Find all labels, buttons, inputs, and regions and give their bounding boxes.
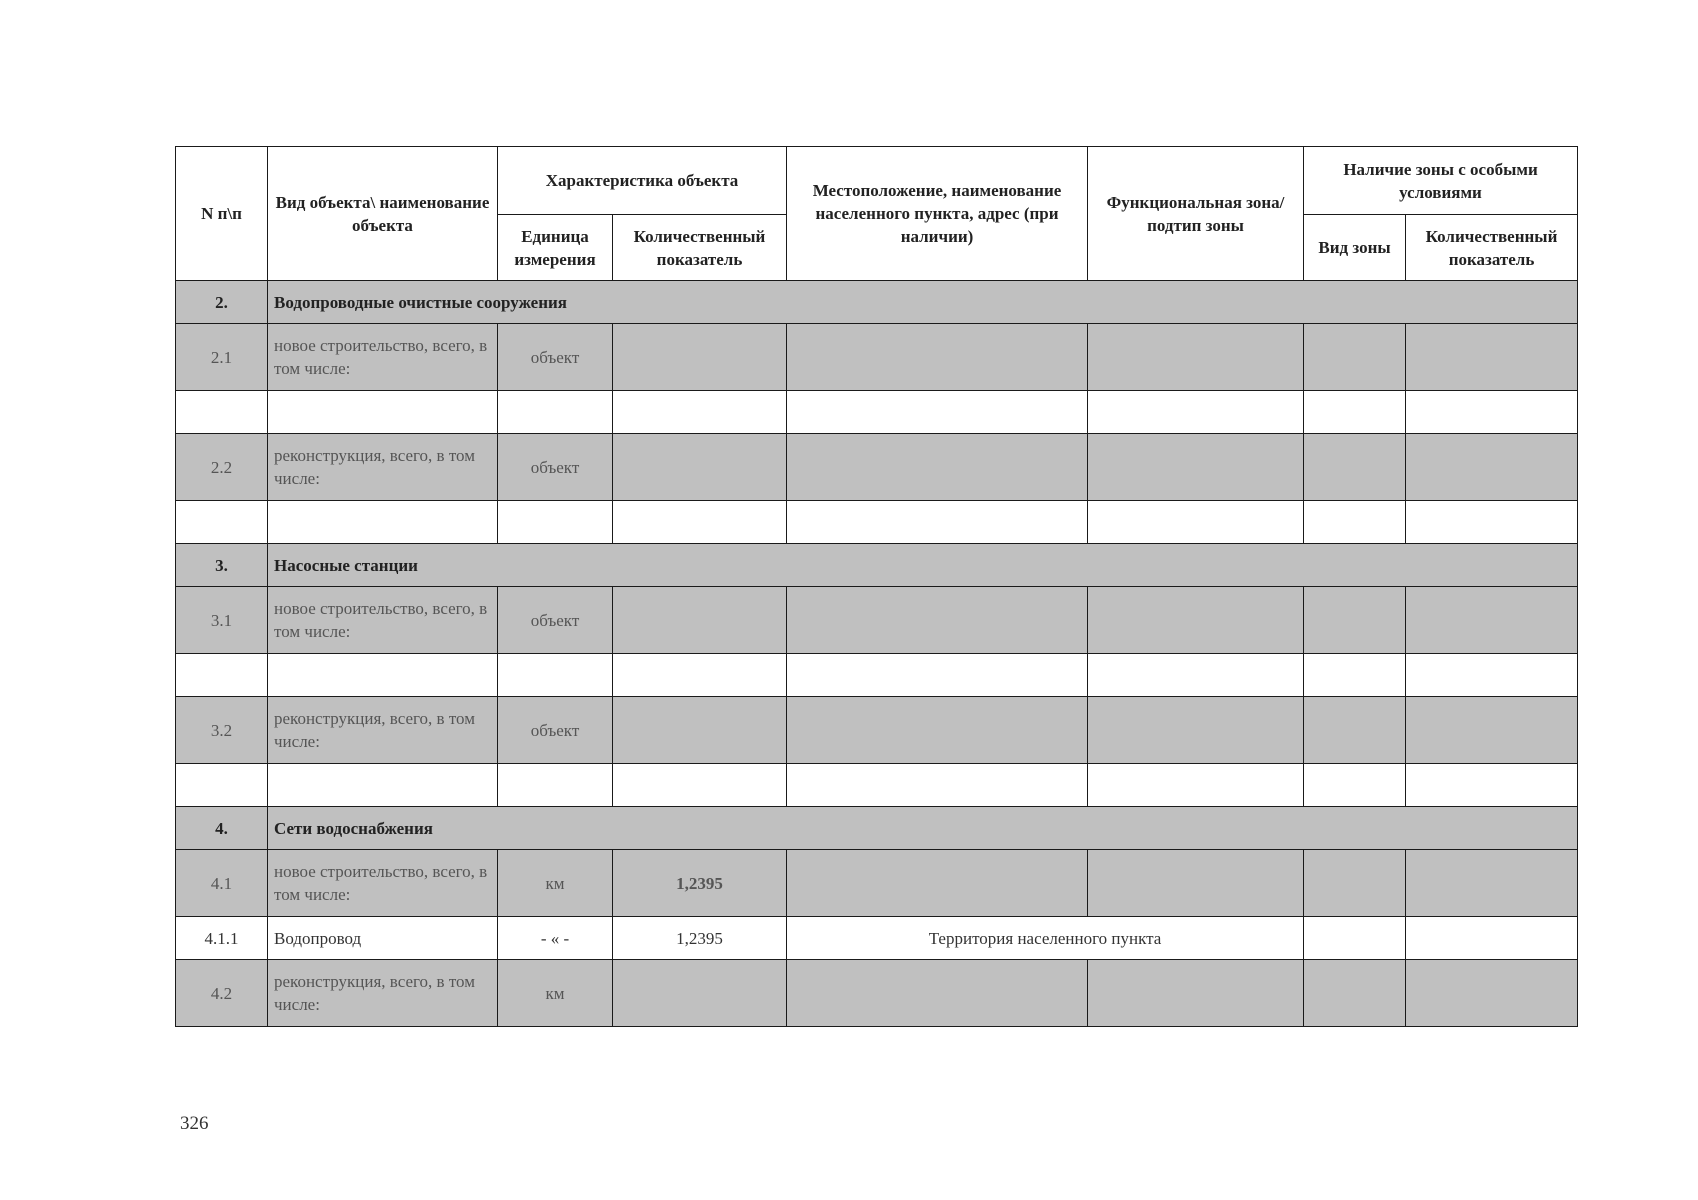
row-num: 2.1 — [176, 324, 268, 391]
row-location — [787, 434, 1088, 501]
table-row-empty — [176, 764, 1578, 807]
row-location — [787, 587, 1088, 654]
header-row-top — [176, 147, 1578, 215]
header-functional-zone: Функциональная зона/ подтип зоны — [1088, 147, 1304, 281]
table-row — [176, 587, 1578, 654]
table-row-empty — [176, 391, 1578, 434]
table-row-empty — [176, 654, 1578, 697]
row-location — [787, 324, 1088, 391]
section-num: 4. — [176, 807, 268, 850]
row-location — [787, 960, 1088, 1027]
row-qty: 1,2395 — [613, 850, 787, 917]
row-label: реконструкция, всего, в том числе: — [268, 697, 498, 764]
row-num: 2.2 — [176, 434, 268, 501]
row-num: 4.1.1 — [176, 917, 268, 960]
row-zone-kind — [1304, 850, 1406, 917]
row-label: новое строительство, всего, в том числе: — [268, 324, 498, 391]
row-zone — [1088, 960, 1304, 1027]
section-row — [176, 281, 1578, 324]
header-quantity: Количественный показатель — [613, 215, 787, 281]
row-qty — [613, 587, 787, 654]
row-qty — [613, 697, 787, 764]
row-zone-kind — [1304, 697, 1406, 764]
row-zone-kind — [1304, 587, 1406, 654]
section-row — [176, 544, 1578, 587]
row-zone-kind — [1304, 324, 1406, 391]
row-unit: объект — [498, 324, 613, 391]
row-num: 4.2 — [176, 960, 268, 1027]
page-number: 326 — [180, 1113, 209, 1134]
section-num: 2. — [176, 281, 268, 324]
row-zone-kind — [1304, 434, 1406, 501]
section-title: Насосные станции — [268, 544, 1578, 587]
row-num: 3.2 — [176, 697, 268, 764]
row-zone-qty — [1406, 917, 1578, 960]
row-unit: объект — [498, 697, 613, 764]
section-row — [176, 807, 1578, 850]
row-qty — [613, 434, 787, 501]
row-unit: км — [498, 960, 613, 1027]
row-num: 4.1 — [176, 850, 268, 917]
row-zone — [1088, 434, 1304, 501]
row-unit: объект — [498, 434, 613, 501]
header-unit: Единица измерения — [498, 215, 613, 281]
row-num: 3.1 — [176, 587, 268, 654]
row-zone-qty — [1406, 697, 1578, 764]
row-zone-qty — [1406, 960, 1578, 1027]
section-title: Сети водоснабжения — [268, 807, 1578, 850]
row-zone-qty — [1406, 850, 1578, 917]
row-location — [787, 697, 1088, 764]
header-zone-kind: Вид зоны — [1304, 215, 1406, 281]
row-zone — [1088, 697, 1304, 764]
row-label: Водопровод — [268, 917, 498, 960]
header-object-type: Вид объекта\ наименование объекта — [268, 147, 498, 281]
row-zone-kind — [1304, 917, 1406, 960]
row-qty — [613, 960, 787, 1027]
section-num: 3. — [176, 544, 268, 587]
row-label: новое строительство, всего, в том числе: — [268, 587, 498, 654]
section-title: Водопроводные очистные сооружения — [268, 281, 1578, 324]
header-num: N п\п — [176, 147, 268, 281]
row-zone-qty — [1406, 587, 1578, 654]
table-row — [176, 324, 1578, 391]
table-row — [176, 434, 1578, 501]
row-qty — [613, 324, 787, 391]
header-characteristics: Характеристика объекта — [498, 147, 787, 215]
row-label: реконструкция, всего, в том числе: — [268, 960, 498, 1027]
row-label: новое строительство, всего, в том числе: — [268, 850, 498, 917]
table-row-empty — [176, 501, 1578, 544]
table-row — [176, 960, 1578, 1027]
row-location — [787, 850, 1088, 917]
header-zone-quantity: Количественный показатель — [1406, 215, 1578, 281]
table-row — [176, 917, 1578, 960]
row-qty: 1,2395 — [613, 917, 787, 960]
row-unit: объект — [498, 587, 613, 654]
row-zone-qty — [1406, 434, 1578, 501]
row-zone — [1088, 850, 1304, 917]
facilities-table — [175, 146, 1578, 1027]
row-location: Территория населенного пункта — [787, 917, 1304, 960]
table-row — [176, 697, 1578, 764]
row-unit: - « - — [498, 917, 613, 960]
row-zone-qty — [1406, 324, 1578, 391]
row-unit: км — [498, 850, 613, 917]
header-location: Местоположение, наименование населенного пункта, адрес (при наличии) — [787, 147, 1088, 281]
row-zone-kind — [1304, 960, 1406, 1027]
row-zone — [1088, 587, 1304, 654]
row-label: реконструкция, всего, в том числе: — [268, 434, 498, 501]
header-special-zone: Наличие зоны с особыми условиями — [1304, 147, 1578, 215]
table-row — [176, 850, 1578, 917]
row-zone — [1088, 324, 1304, 391]
